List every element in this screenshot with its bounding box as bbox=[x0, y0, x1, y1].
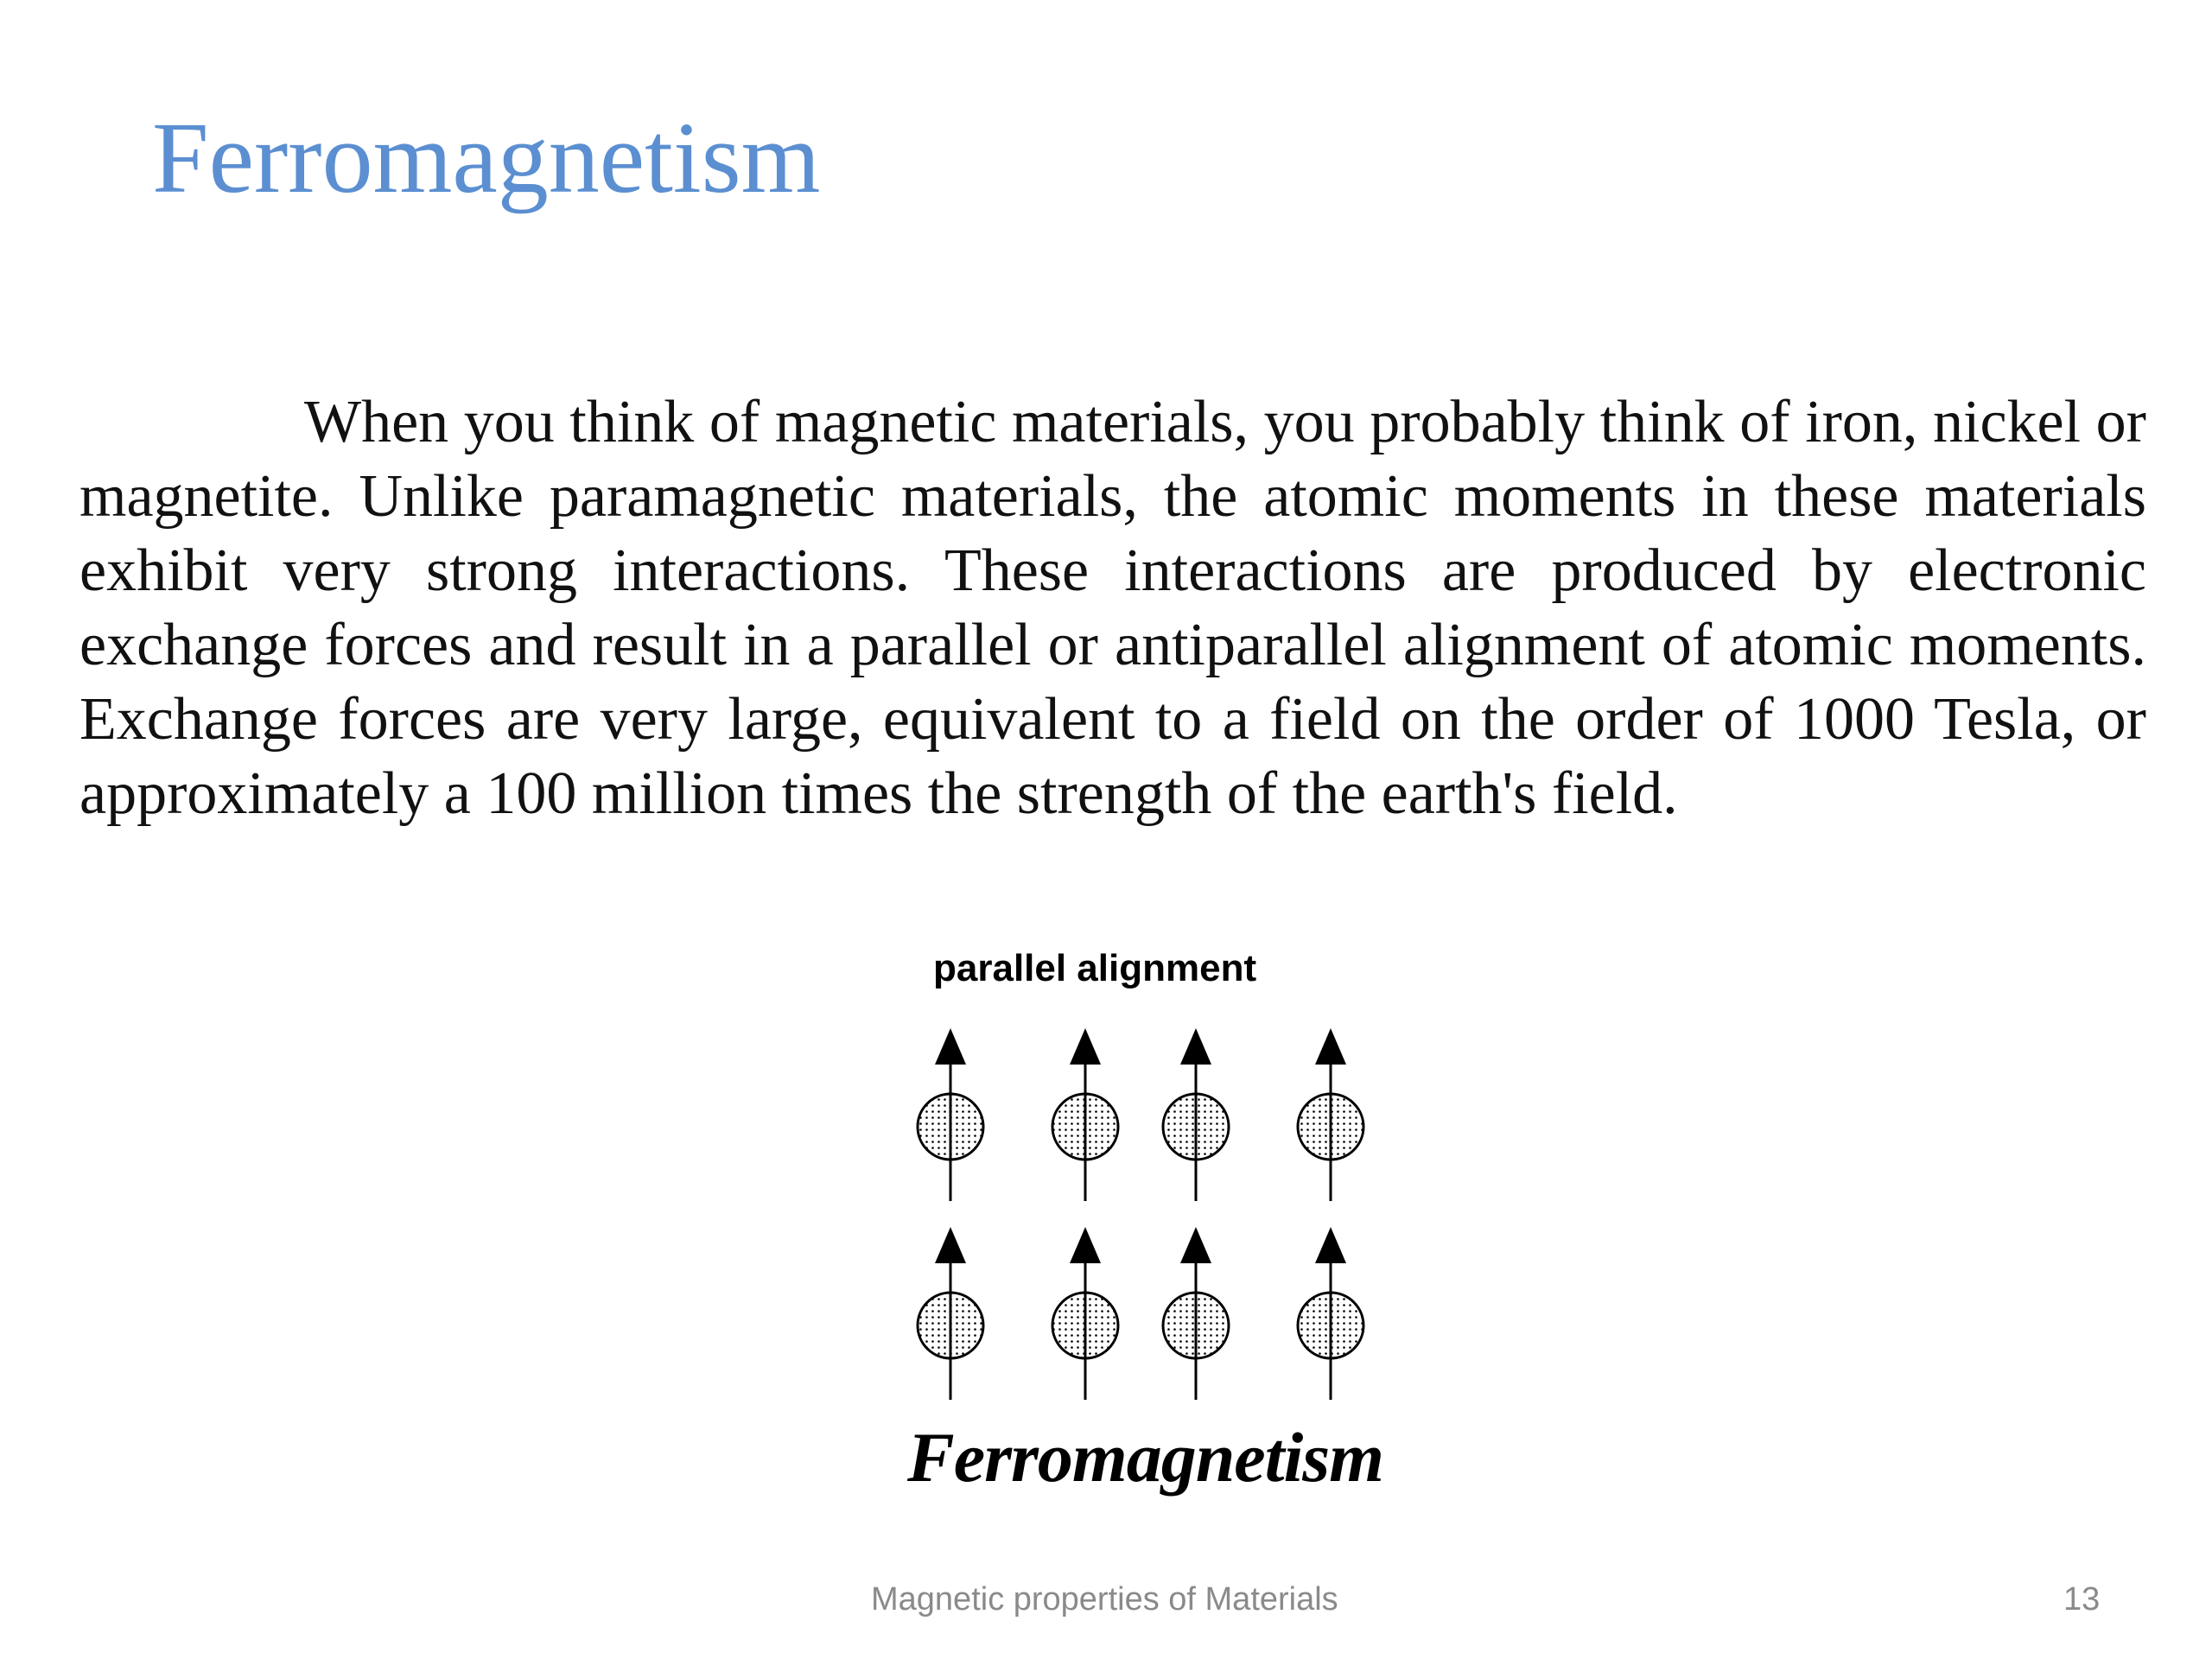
atomic-moment bbox=[1052, 1028, 1118, 1201]
atomic-moment bbox=[1163, 1028, 1229, 1201]
footer-title: Magnetic properties of Materials bbox=[871, 1581, 1338, 1618]
moment-arrow-head bbox=[1070, 1227, 1101, 1263]
figure-label-parallel-alignment: parallel alignment bbox=[933, 947, 1257, 989]
atomic-moment bbox=[918, 1028, 983, 1201]
moment-arrow-head bbox=[1315, 1227, 1346, 1263]
atomic-moment bbox=[1163, 1227, 1229, 1400]
atomic-moment bbox=[1298, 1028, 1363, 1201]
atomic-moment bbox=[918, 1227, 983, 1400]
page-number: 13 bbox=[2063, 1581, 2101, 1618]
body-paragraph: When you think of magnetic materials, you probably think of iron, nickel or magnetite. Unlike paramagnetic materials, the atomic moments in these materials exhibit very strong interactions. These interactions are produced by electronic exchange forces and result in a parallel or antiparallel alignment of atomic moments. Exchange forces are very large, equivalent to a field on the order of 1000 Tesla, or approximately a 100 million times the strength of the earth's field. bbox=[79, 389, 2146, 827]
ferromagnetism-figure bbox=[881, 933, 1417, 1538]
atomic-moment bbox=[1052, 1227, 1118, 1400]
moment-arrow-head bbox=[935, 1028, 966, 1065]
slide-title: Ferromagnetism bbox=[152, 101, 821, 214]
atomic-moment bbox=[1298, 1227, 1363, 1400]
moment-arrow-head bbox=[1180, 1028, 1211, 1065]
moment-arrow-head bbox=[1180, 1227, 1211, 1263]
moment-arrow-head bbox=[1070, 1028, 1101, 1065]
moment-arrow-head bbox=[935, 1227, 966, 1263]
figure-label-ferromagnetism: Ferromagnetism bbox=[907, 1418, 1383, 1497]
moment-arrow-head bbox=[1315, 1028, 1346, 1065]
